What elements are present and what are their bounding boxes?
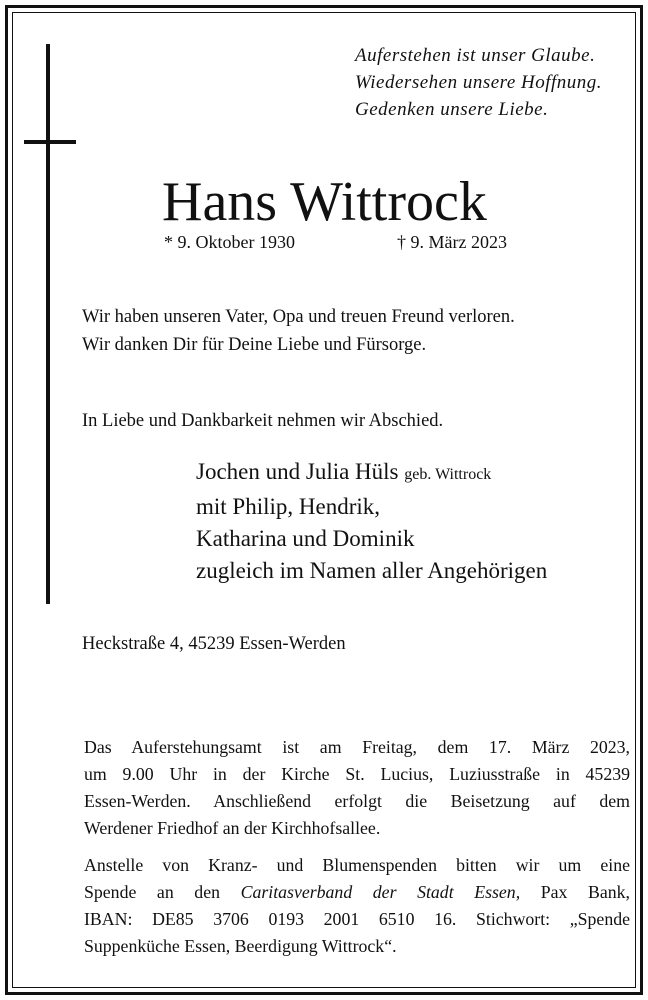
donation-info: [84, 852, 630, 960]
message-line: Wir haben unseren Vater, Opa und treuen Freund verloren.: [82, 307, 515, 327]
cross-horizontal-bar: [24, 140, 76, 144]
donation-line: [84, 879, 630, 906]
service-line: Essen-Werden. Anschließend erfolgt die Beisetzung auf dem: [84, 791, 630, 811]
motto-line: Wiedersehen unsere Hoffnung.: [355, 72, 603, 93]
service-line: Das Auferstehungsamt ist am Freitag, dem 17. März 2023,: [84, 737, 630, 757]
motto-line: Auferstehen ist unser Glaube.: [355, 45, 596, 66]
motto: [355, 42, 602, 123]
family-line-text: Jochen und Julia Hüls: [196, 459, 399, 484]
service-line: Werdener Friedhof an der Kirchhofsallee.: [84, 818, 381, 838]
family-line: [196, 456, 547, 491]
service-info: [84, 734, 630, 842]
donation-line: IBAN: DE85 3706 0193 2001 6510 16. Stichwort: „Spende: [84, 909, 630, 929]
donation-text: Pax Bank,: [540, 882, 630, 902]
donation-line: Suppenküche Essen, Beerdigung Wittrock“.: [84, 936, 397, 956]
message-line: Wir danken Dir für Deine Liebe und Fürsorge.: [82, 335, 427, 355]
family-line: Katharina und Dominik: [196, 526, 415, 551]
donation-line: Anstelle von Kranz- und Blumenspenden bitten wir um eine: [84, 855, 630, 875]
farewell: [82, 407, 443, 435]
farewell-text: In Liebe und Dankbarkeit nehmen wir Abschied.: [82, 411, 444, 431]
message: [82, 303, 515, 359]
maiden-name-note: geb. Wittrock: [404, 466, 492, 483]
family-line: mit Philip, Hendrik,: [196, 494, 380, 519]
birth-date: * 9. Oktober 1930: [164, 232, 295, 252]
address-text: Heckstraße 4, 45239 Essen-Werden: [82, 634, 346, 654]
donation-text: Spende an den: [84, 882, 220, 902]
deceased-name: Hans Wittrock: [162, 171, 487, 233]
service-line: um 9.00 Uhr in der Kirche St. Lucius, Luziusstraße in 45239: [84, 764, 630, 784]
cross-vertical-bar: [46, 44, 50, 604]
address: [82, 630, 346, 658]
charity-name: Caritasverband der Stadt Essen,: [240, 882, 521, 902]
motto-line: Gedenken unsere Liebe.: [355, 99, 549, 120]
family-signature: [196, 456, 547, 587]
family-line: zugleich im Namen aller Angehörigen: [196, 558, 548, 583]
death-date: † 9. März 2023: [397, 232, 507, 252]
